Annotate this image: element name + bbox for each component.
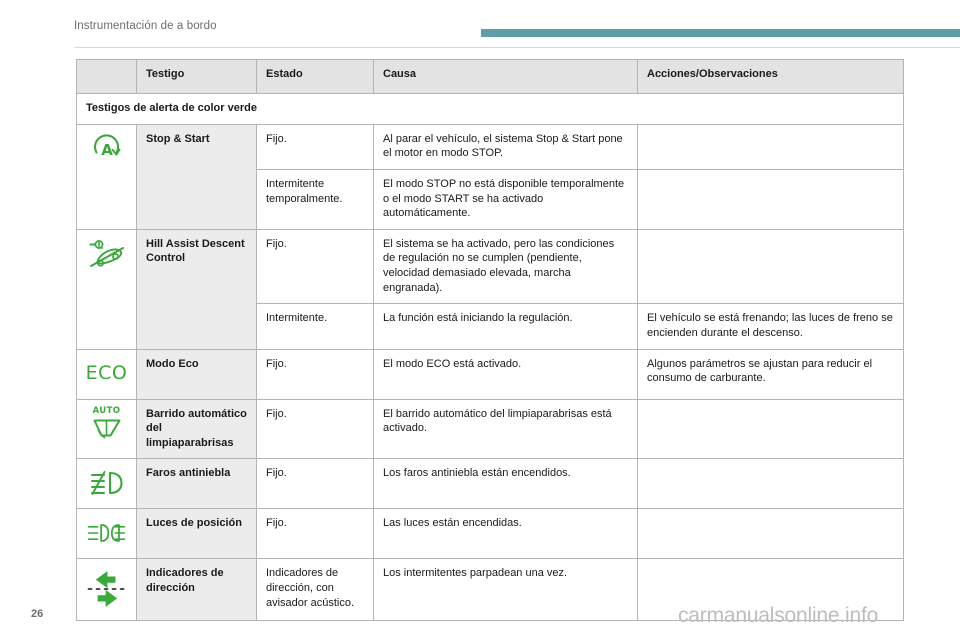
lamp-cause: El modo STOP no está disponible temporalmente o el modo START se ha activado automáticamente. (374, 169, 638, 229)
lamp-state: Fijo. (257, 509, 374, 559)
fog-lamp-icon (86, 466, 127, 500)
page-title: Instrumentación de a bordo (74, 20, 217, 32)
lamp-actions (638, 399, 904, 459)
turn-indicators-icon (86, 566, 127, 612)
lamp-actions: El vehículo se está frenando; las luces de freno se encienden durante el descenso. (638, 304, 904, 349)
lamp-name: Faros antiniebla (137, 459, 257, 509)
lamp-actions (638, 124, 904, 169)
table-row (77, 124, 904, 169)
column-header-icon (77, 60, 137, 94)
lamp-cause: Las luces están encendidas. (374, 509, 638, 559)
table-row (77, 509, 904, 559)
lamp-state: Fijo. (257, 399, 374, 459)
column-header-causa: Causa (374, 60, 638, 94)
icon-cell-stop-start (77, 124, 137, 229)
column-header-acciones: Acciones/Observaciones (638, 60, 904, 94)
page-number: 26 (31, 608, 44, 620)
lamp-state: Intermitente. (257, 304, 374, 349)
eco-icon-label: ECO (85, 361, 128, 384)
lamp-actions (638, 169, 904, 229)
table-header-row (77, 60, 904, 94)
icon-cell-position-lights (77, 509, 137, 559)
position-lights-icon (86, 516, 127, 550)
lamp-cause: Los intermitentes parpadean una vez. (374, 559, 638, 621)
svg-text:A: A (100, 140, 113, 159)
lamp-name: Modo Eco (137, 349, 257, 399)
table-row (77, 229, 904, 304)
section-heading-row (77, 94, 904, 125)
lamp-cause: Los faros antiniebla están encendidos. (374, 459, 638, 509)
lamp-state: Intermitente temporalmente. (257, 169, 374, 229)
icon-cell-turn-indicators (77, 559, 137, 621)
lamp-cause: La función está iniciando la regulación. (374, 304, 638, 349)
warning-lamps-table (76, 59, 904, 621)
header-accent-bar (481, 29, 960, 37)
lamp-actions (638, 229, 904, 304)
site-watermark: carmanualsonline.info (678, 604, 879, 627)
lamp-name: Indicadores de dirección (137, 559, 257, 621)
lamp-state: Indicadores de dirección, con avisador acústico. (257, 559, 374, 621)
section-heading-green-lamps: Testigos de alerta de color verde (77, 94, 904, 125)
lamp-state: Fijo. (257, 459, 374, 509)
lamp-actions (638, 509, 904, 559)
icon-cell-eco (77, 349, 137, 399)
lamp-state: Fijo. (257, 124, 374, 169)
lamp-name: Barrido automático del limpiaparabrisas (137, 399, 257, 459)
lamp-name: Stop & Start (137, 124, 257, 229)
table-row (77, 349, 904, 399)
icon-cell-fog-lamp (77, 459, 137, 509)
column-header-testigo: Testigo (137, 60, 257, 94)
icon-cell-auto-wiper (77, 399, 137, 459)
lamp-state: Fijo. (257, 229, 374, 304)
auto-label: AUTO (92, 405, 121, 416)
lamp-cause: El modo ECO está activado. (374, 349, 638, 399)
lamp-cause: Al parar el vehículo, el sistema Stop & Start pone el motor en modo STOP. (374, 124, 638, 169)
column-header-estado: Estado (257, 60, 374, 94)
icon-cell-hill-assist (77, 229, 137, 349)
lamp-actions (638, 459, 904, 509)
stop-start-icon (86, 132, 127, 166)
header-divider (74, 47, 960, 48)
lamp-name: Hill Assist Descent Control (137, 229, 257, 349)
table-row (77, 459, 904, 509)
lamp-cause: El barrido automático del limpiaparabrisas está activado. (374, 399, 638, 459)
auto-wiper-icon (86, 407, 127, 441)
page-header (0, 0, 960, 48)
hill-assist-descent-icon (86, 237, 127, 271)
lamp-actions: Algunos parámetros se ajustan para reducir el consumo de carburante. (638, 349, 904, 399)
table-row (77, 399, 904, 459)
lamp-state: Fijo. (257, 349, 374, 399)
lamp-cause: El sistema se ha activado, pero las condiciones de regulación no se cumplen (pendiente, velocidad demasiado elevada, marcha engranada). (374, 229, 638, 304)
eco-icon (86, 357, 127, 391)
lamp-name: Luces de posición (137, 509, 257, 559)
